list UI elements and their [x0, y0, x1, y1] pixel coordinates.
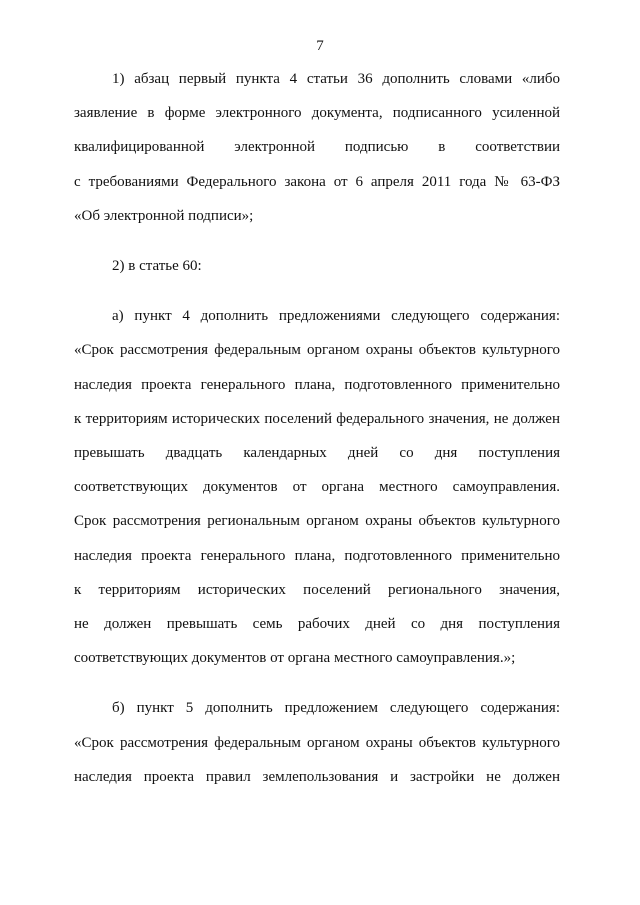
- text-line: квалифицированной электронной подписью в соответствии: [74, 139, 560, 156]
- paragraph: [74, 299, 560, 675]
- paragraph: [74, 249, 560, 283]
- text-line: «Срок рассмотрения федеральным органом охраны объектов культурного: [74, 734, 560, 751]
- text-line: заявление в форме электронного документа, подписанного усиленной: [74, 105, 560, 122]
- text-line: наследия проекта правил землепользования и застройки не должен: [74, 768, 560, 785]
- text-line: с требованиями Федерального закона от 6 апреля 2011 года № 63-ФЗ: [74, 173, 560, 190]
- document-body: [74, 62, 560, 794]
- text-line: «Срок рассмотрения федеральным органом охраны объектов культурного: [74, 342, 560, 359]
- paragraph: [74, 62, 560, 233]
- paragraph: [74, 691, 560, 794]
- text-line: 1) абзац первый пункта 4 статьи 36 дополнить словами «либо: [112, 71, 560, 87]
- text-line: к территориям исторических поселений регионального значения,: [74, 581, 560, 598]
- text-line: «Об электронной подписи»;: [74, 207, 254, 224]
- text-line: превышать двадцать календарных дней со дня поступления: [74, 445, 560, 462]
- text-line: а) пункт 4 дополнить предложениями следующего содержания:: [112, 308, 560, 325]
- text-line: б) пункт 5 дополнить предложением следующего содержания:: [112, 700, 560, 717]
- text-line: соответствующих документов от органа местного самоуправления.»;: [74, 650, 516, 667]
- text-line: соответствующих документов от органа местного самоуправления.: [74, 479, 560, 496]
- text-line: наследия проекта генерального плана, подготовленного применительно: [74, 547, 560, 564]
- text-line: 2) в статье 60:: [112, 258, 202, 275]
- text-line: Срок рассмотрения региональным органом охраны объектов культурного: [74, 513, 560, 530]
- text-line: к территориям исторических поселений федерального значения, не должен: [74, 410, 560, 427]
- text-line: наследия проекта генерального плана, подготовленного применительно: [74, 376, 560, 393]
- page-number: 7: [316, 38, 324, 54]
- text-line: не должен превышать семь рабочих дней со дня поступления: [74, 616, 560, 633]
